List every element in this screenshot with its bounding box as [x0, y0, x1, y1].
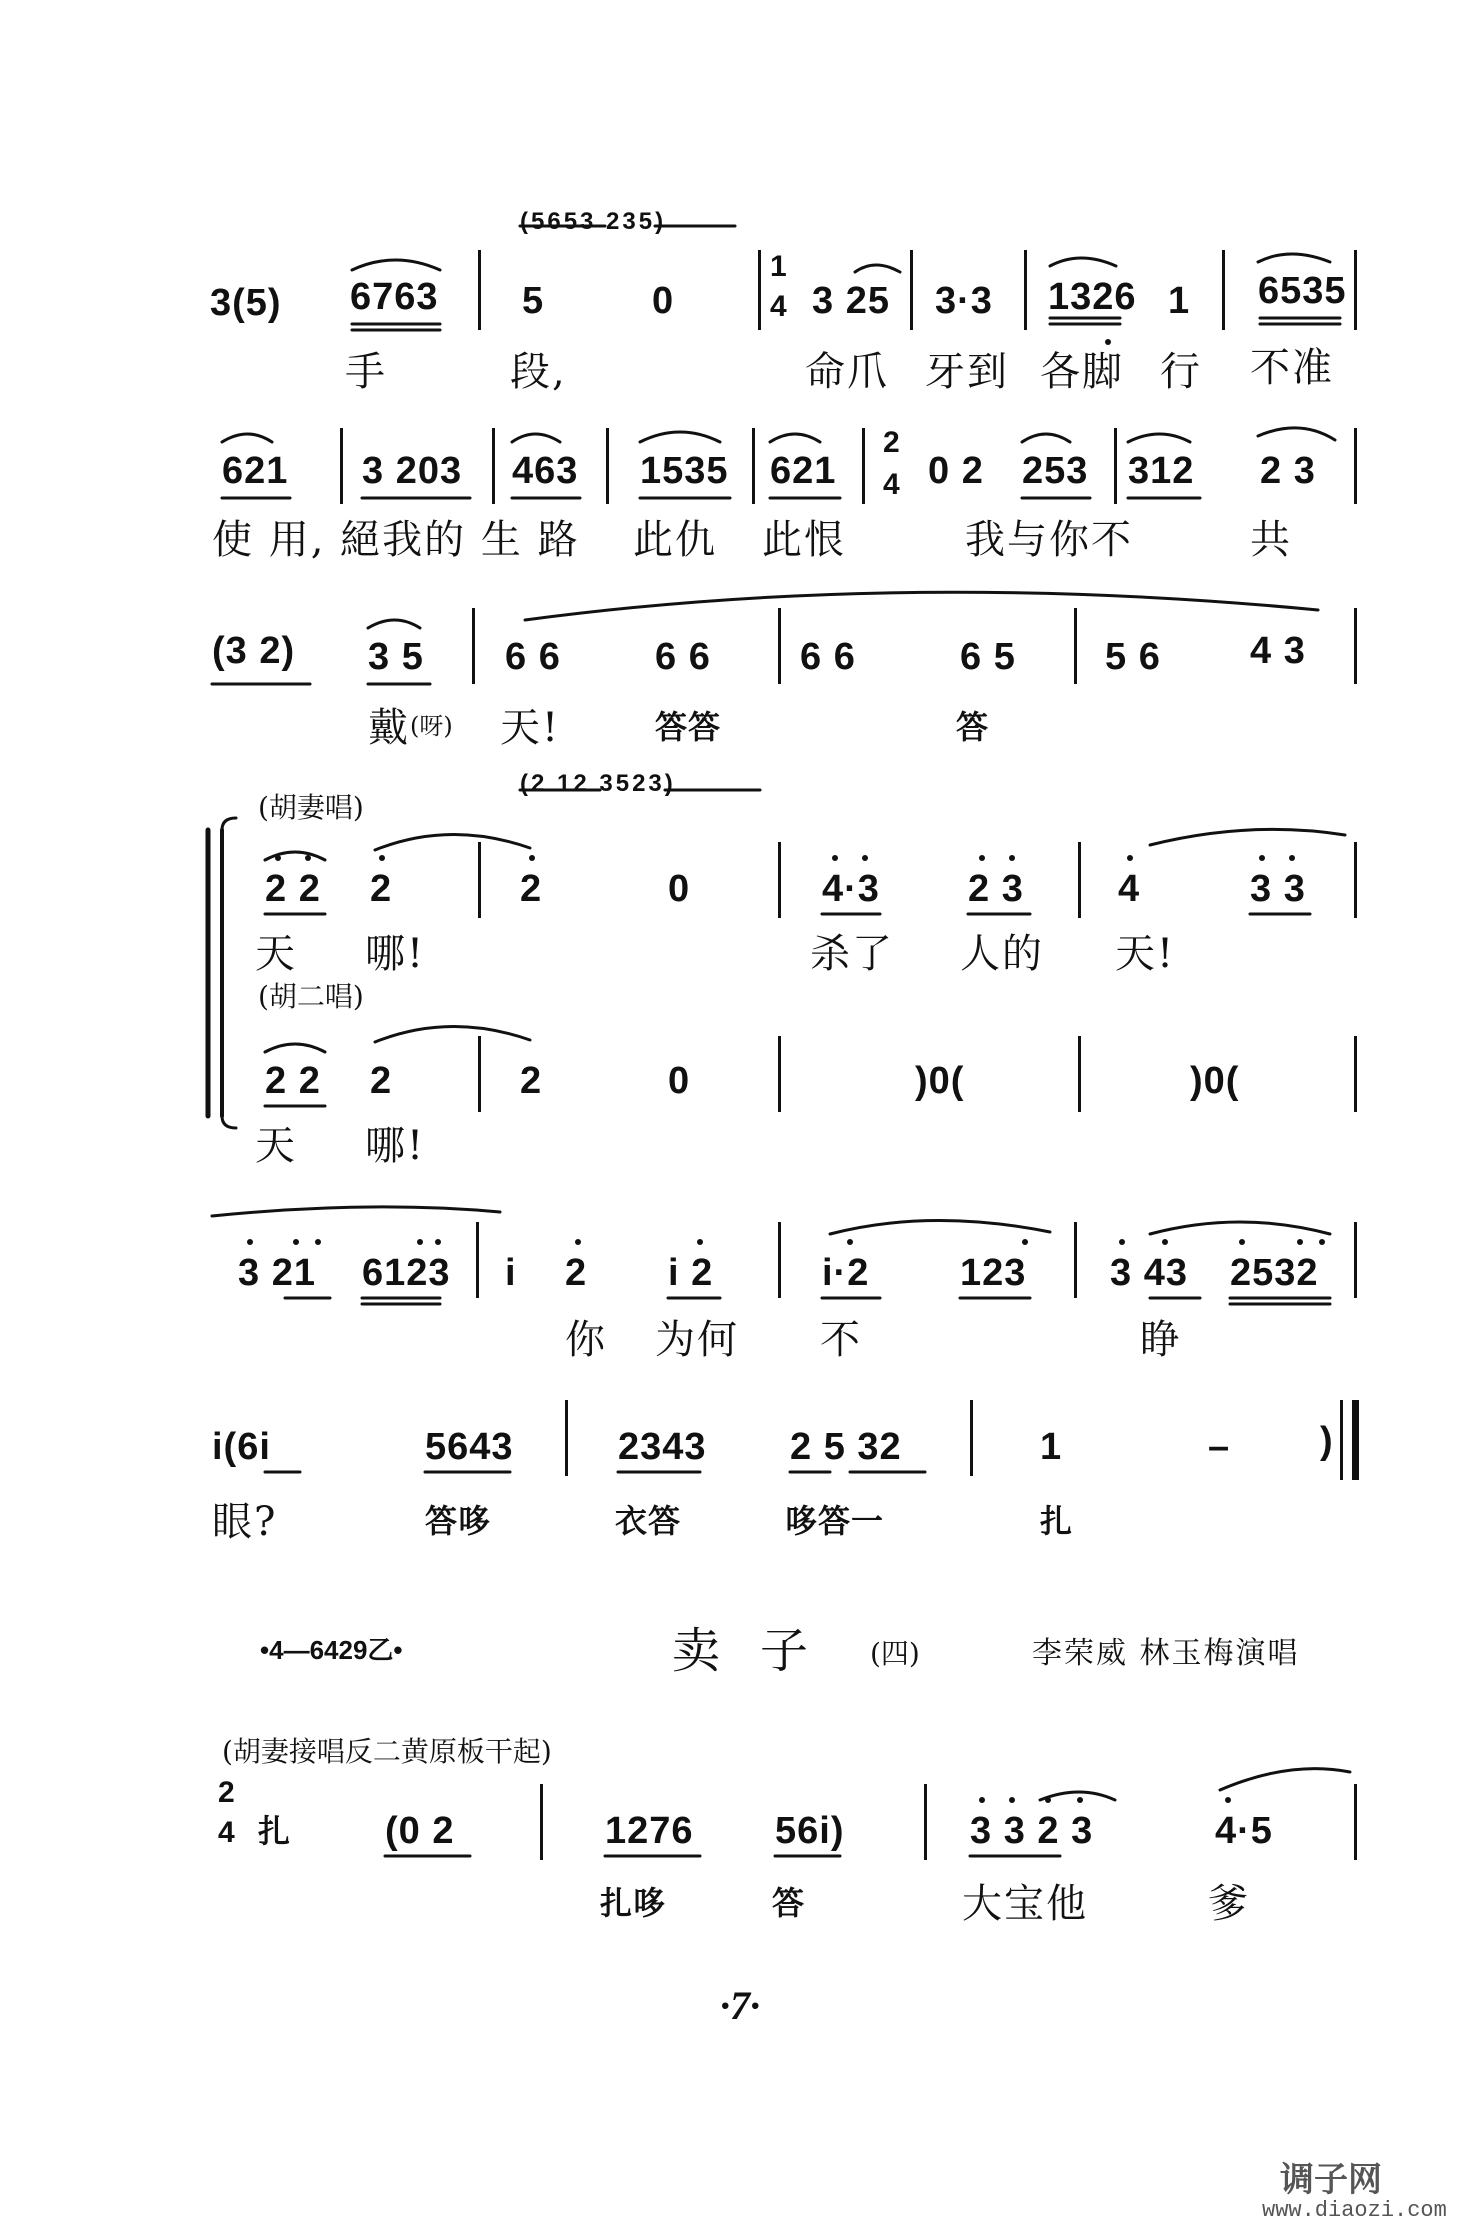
- slur-mark: [368, 620, 420, 628]
- lyric: 为何: [655, 1317, 739, 1363]
- time-signature-top: 1: [770, 250, 788, 283]
- beam-line: [352, 324, 440, 330]
- accompaniment-syllables: 哆答一: [785, 1502, 885, 1540]
- accompaniment-syllables: 扎: [258, 1812, 292, 1850]
- note-group: 3(5): [210, 282, 282, 324]
- note: 2: [520, 1060, 543, 1102]
- note-group: 56i): [775, 1810, 845, 1852]
- note-group: 3·3: [935, 280, 993, 322]
- lyric: 眼?: [212, 1499, 278, 1545]
- note-group: 2532: [1230, 1252, 1319, 1294]
- tie-mark: [1150, 829, 1345, 845]
- section-instruction: (胡妻接唱反二黄原板干起): [222, 1735, 552, 1768]
- lyric: 不准: [1250, 345, 1334, 391]
- lyric: 杀了: [810, 931, 894, 977]
- note-group: 3 203: [362, 450, 463, 492]
- note-group: 463: [512, 450, 579, 492]
- slur-mark: [855, 265, 900, 272]
- lyric: 行: [1160, 349, 1202, 395]
- lyric: 使 用, 絕我的 生 路: [212, 517, 580, 563]
- note-group: 2 5 32: [790, 1426, 902, 1468]
- lyric: 哪!: [365, 1123, 426, 1169]
- accompaniment-syllables: 衣答: [615, 1502, 682, 1540]
- note-group: 4 3: [1250, 630, 1306, 672]
- note-group: 2 3: [968, 868, 1024, 910]
- note-group: 6535: [1258, 270, 1347, 312]
- note-group: i·2: [822, 1252, 870, 1294]
- note-group: 4·3: [822, 868, 880, 910]
- accompaniment-bracket: (2 12 3523): [520, 770, 676, 797]
- rest-measure: )0(: [915, 1060, 965, 1102]
- note-group: 6 5: [960, 636, 1016, 678]
- slur-mark: [1050, 258, 1116, 266]
- note-group: 1535: [640, 450, 729, 492]
- tie-mark: [212, 1207, 500, 1216]
- role-label: (胡二唱): [258, 980, 364, 1013]
- section-title: 卖子: [672, 1623, 849, 1679]
- slur-mark: [352, 260, 440, 270]
- note: 1: [1040, 1426, 1063, 1468]
- lyric: 睁: [1140, 1317, 1182, 1363]
- note: 0: [652, 280, 675, 322]
- lyric: 此恨: [762, 517, 846, 563]
- lyric: 天: [255, 1123, 297, 1169]
- lyric: 命爪: [805, 349, 889, 395]
- note-group: 1276: [605, 1810, 694, 1852]
- note-group: 2 2: [265, 868, 321, 910]
- slur-mark: [375, 834, 530, 850]
- note-group: 6763: [350, 276, 439, 318]
- sustain-dash: –: [1208, 1426, 1231, 1468]
- lyric: 共: [1250, 517, 1292, 563]
- note-group: 621: [770, 450, 837, 492]
- note: 5: [522, 280, 545, 322]
- beam-line: [1150, 1298, 1330, 1304]
- slur-mark: [1258, 428, 1335, 440]
- slur-mark: [1128, 434, 1190, 442]
- lyric: 你: [565, 1317, 607, 1363]
- note: 2: [370, 1060, 393, 1102]
- note-group: 2 2: [265, 1060, 321, 1102]
- slur-mark: [640, 432, 720, 442]
- slur-mark: [265, 1044, 325, 1052]
- note: 2: [565, 1252, 588, 1294]
- accompaniment-syllables: 答: [956, 708, 990, 746]
- note-group: i 2: [668, 1252, 714, 1294]
- note-group: 5643: [425, 1426, 514, 1468]
- closing-paren: ): [1320, 1420, 1334, 1462]
- time-signature-top: 2: [218, 1776, 236, 1809]
- slur-mark: [375, 1026, 530, 1042]
- tie-mark: [525, 592, 1318, 620]
- time-signature-bottom: 4: [883, 468, 901, 501]
- note-group: 1326: [1048, 276, 1137, 318]
- beam-line: [1050, 318, 1120, 324]
- note-group: 6 6: [800, 636, 856, 678]
- lyric: 天: [255, 931, 297, 977]
- note-group: (3 2): [212, 630, 296, 672]
- system-bracket-top: [222, 818, 236, 830]
- page-number: ·7·: [720, 1983, 760, 2028]
- note-group: 3 5: [368, 636, 424, 678]
- slur-mark: [512, 434, 560, 442]
- note-group: 3 3: [1250, 868, 1306, 910]
- note-group: 6123: [362, 1252, 451, 1294]
- lyric: 不: [820, 1317, 862, 1363]
- lyric: 人的: [960, 931, 1044, 977]
- accompaniment-syllables: 答答: [655, 708, 722, 746]
- note-group: 123: [960, 1252, 1027, 1294]
- section-title-suffix: (四): [870, 1637, 920, 1670]
- note: 0: [668, 868, 691, 910]
- performers: 李荣威 林玉梅演唱: [1032, 1636, 1300, 1671]
- note-group: 3 25: [812, 280, 890, 322]
- note: i: [505, 1252, 517, 1294]
- rest-measure: )0(: [1190, 1060, 1240, 1102]
- slur-mark: [1258, 254, 1330, 262]
- lyric: 段,: [510, 349, 567, 395]
- lyric: 大宝他: [962, 1881, 1088, 1927]
- slur-mark: [222, 434, 272, 442]
- time-signature-bottom: 4: [770, 290, 788, 323]
- lyric: 各脚: [1040, 349, 1124, 395]
- note-group: 2 3: [1260, 450, 1316, 492]
- watermark-url: www.diaozi.com: [1262, 2198, 1447, 2223]
- lyric-interjection: (呀): [410, 712, 453, 740]
- slur-mark: [770, 434, 820, 442]
- beam-line: [285, 1298, 440, 1304]
- slur-mark: [1022, 434, 1070, 442]
- note-group: 3 43: [1110, 1252, 1188, 1294]
- lyric: 天!: [1115, 931, 1176, 977]
- beam-line: [1260, 318, 1340, 324]
- note-group: i(6i: [212, 1426, 271, 1468]
- accompaniment-syllables: 扎: [1040, 1502, 1074, 1540]
- note-group: 621: [222, 450, 289, 492]
- lyric: 哪!: [365, 931, 426, 977]
- note-group: 2343: [618, 1426, 707, 1468]
- note-group: 4·5: [1215, 1810, 1273, 1852]
- role-label: (胡妻唱): [258, 791, 364, 824]
- lyric: 爹: [1208, 1881, 1250, 1927]
- tie-mark: [1220, 1769, 1350, 1790]
- slur-mark: [265, 852, 325, 860]
- note: 0: [668, 1060, 691, 1102]
- note: 1: [1168, 280, 1191, 322]
- lyric: 手: [345, 349, 387, 395]
- lyric: 此仇: [633, 517, 717, 563]
- note: 2: [370, 868, 393, 910]
- accompaniment-syllables: 答哆: [425, 1502, 492, 1540]
- note-group: 0 2: [928, 450, 984, 492]
- time-signature-bottom: 4: [218, 1816, 236, 1849]
- note-group: (0 2: [385, 1810, 455, 1852]
- lyric: 牙到: [925, 349, 1009, 395]
- lyric: 戴: [368, 705, 410, 751]
- note-group: 3 3 2 3: [970, 1810, 1094, 1852]
- record-catalog-number: •4—6429乙•: [260, 1635, 403, 1665]
- note-group: 3 21: [238, 1252, 316, 1294]
- time-signature-top: 2: [883, 426, 901, 459]
- note: 4: [1118, 868, 1141, 910]
- watermark-logo-text: 调子网: [1280, 2160, 1382, 2200]
- lyric: 天!: [500, 705, 561, 751]
- note-group: 6 6: [655, 636, 711, 678]
- note-group: 6 6: [505, 636, 561, 678]
- accompaniment-bracket: (5653 235): [520, 208, 667, 235]
- note: 2: [520, 868, 543, 910]
- note-group: 5 6: [1105, 636, 1161, 678]
- lyric: 我与你不: [965, 517, 1133, 563]
- note-group: 312: [1128, 450, 1195, 492]
- accompaniment-syllables: 扎哆: [600, 1884, 667, 1922]
- tie-mark: [830, 1220, 1050, 1234]
- system-bracket-bottom: [222, 1116, 236, 1128]
- accompaniment-syllables: 答: [772, 1884, 806, 1922]
- note-group: 253: [1022, 450, 1089, 492]
- tie-mark: [1150, 1222, 1330, 1234]
